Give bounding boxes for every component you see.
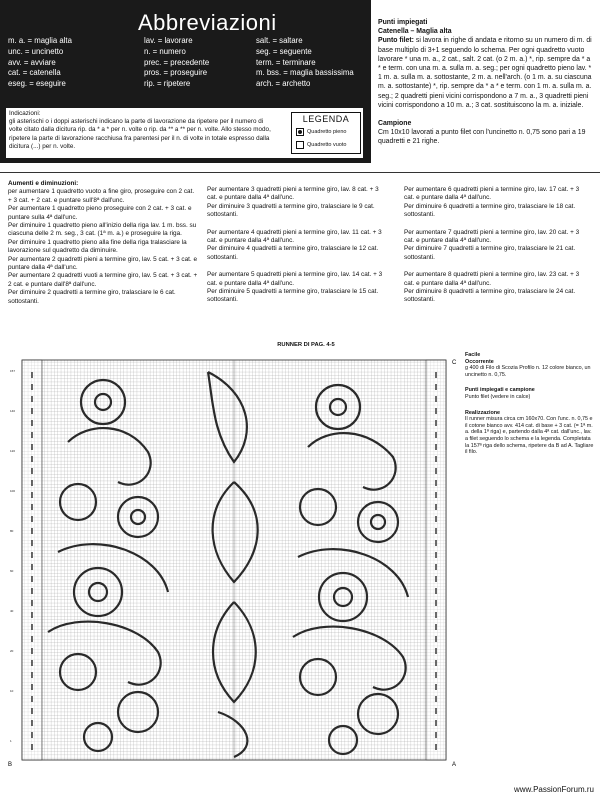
- svg-text:140: 140: [10, 409, 16, 413]
- stitches-title: Punti impiegati: [378, 19, 428, 26]
- increase-item: Per diminuire 1 quadretto pieno alla fine della riga tralasciare la lavorazione sul quadretto da diminuire.: [8, 238, 187, 255]
- fillet-label: Punto filet:: [378, 37, 414, 45]
- svg-text:80: 80: [10, 529, 14, 533]
- legend: [291, 112, 361, 154]
- filet-chart-svg: [8, 352, 460, 770]
- fillet-text: si lavora in righe di andata e ritorno su un numero di m. di base multiplo di 3+1 seguendo lo schema. Per ogni quadretto vuoto lavorare * una m. a., 2 cat., salt. 2 cat. (o 2 m. a.) *, rip. sempre da * a * e term. con una m. a. sulla m. a. seg.; per ogni quadretto pieno lav. * 1 m. a. sulla m. a. sottostante, 2 m. a. nell'arch. (o 1 m. a. su ciascuna m. a. sottostante) *, rip. sempre da * a * e term. con 1 m. a. sulla m. a. seg.; 2 quadretti pieni vicini corrispondono a 7 m. a., 3 quadretti pieni vicini corrispondono a 10 m. a.; 3 cat. sostituiscono la m. a. iniziale.: [378, 37, 592, 109]
- needed-text: g 400 di Filo di Scozia Profilo n. 12 colore bianco, un uncinetto n. 0,75.: [465, 365, 591, 378]
- indications: [9, 110, 277, 151]
- abbreviations-col-1: [8, 36, 72, 90]
- abbr-item: unc. = uncinetto: [8, 46, 64, 56]
- svg-text:40: 40: [10, 609, 14, 613]
- label-c: C: [452, 360, 457, 366]
- info-stitches-text: Punto filet (vedere in calce): [465, 393, 531, 400]
- increases-col-3: [404, 186, 590, 305]
- filled-square-icon: [296, 128, 304, 136]
- increase-item: Per diminuire 7 quadretti a termine giro, tralasciare le 21 cat. sottostanti.: [404, 245, 576, 261]
- increases-col-1: [8, 180, 198, 306]
- abbreviations-col-2: [144, 36, 209, 90]
- sample-title: Campione: [378, 120, 412, 128]
- increase-item: Per aumentare 2 quadretti vuoti a termine giro, lav. 5 cat. + 3 cat. + 2 cat. e puntare dall'8ª dall'unc.: [8, 272, 198, 288]
- abbreviations-panel: [0, 0, 371, 163]
- abbr-item: m. a. = maglia alta: [8, 36, 72, 45]
- abbr-item: arch. = archetto: [256, 79, 311, 89]
- legend-full-label: Quadretto pieno: [307, 129, 347, 135]
- label-b: B: [8, 762, 13, 768]
- increase-item: Per diminuire 3 quadretti a termine giro, tralasciare le 9 cat. sottostanti.: [207, 202, 375, 219]
- increase-item: per aumentare 1 quadretto vuoto a fine giro, proseguire con 2 cat. + 3 cat. + 2 cat. e puntare sull'8ª dall'unc.: [8, 188, 195, 204]
- increase-item: Per diminuire 5 quadretti a termine giro, tralasciare le 15 cat. sottostanti.: [207, 288, 379, 304]
- abbr-item: salt. = saltare: [256, 36, 303, 45]
- abbr-item: m. bss. = maglia bassissima: [256, 68, 354, 78]
- stitches-subtitle: Catenella – Maglia alta: [378, 28, 452, 36]
- empty-square-icon: [296, 141, 304, 149]
- increases-title: Aumenti e diminuzioni:: [8, 180, 79, 187]
- making-text: Il runner misura circa cm 160x70. Con l'unc. n. 0,75 e il cotone bianco avv. 414 cat. di base + 3 cat. (= 1ª m. a. della 1ª riga) e, partendo dalla 4ª cat. dall'unc., lav. a filet seguendo lo schema e la legenda. Completata la 157ª riga dello schema, ripetere da B ad A. Tagliare il filo.: [465, 416, 594, 456]
- watermark: www.PassionForum.ru: [513, 785, 594, 794]
- indications-title: Indicazioni:: [9, 110, 41, 117]
- svg-text:60: 60: [10, 569, 14, 573]
- legend-empty-label: Quadretto vuoto: [307, 142, 347, 148]
- indications-text: gli asterischi o i doppi asterischi indicano la parte di lavorazione da ripetere per il numero di volte citato dalla dicitura rip. da * a * per n. volte o rip. da ** a ** per n. volte. Allo stesso modo, ripetere la parte di lavorazione racchiusa fra parentesi per il n. di volte in totale espresso dalla dicitura (...) per n. volte.: [9, 118, 271, 150]
- svg-text:120: 120: [10, 449, 16, 453]
- increases-col-2: [207, 186, 383, 305]
- svg-text:100: 100: [10, 489, 16, 493]
- abbr-item: term. = terminare: [256, 57, 316, 67]
- increase-item: Per aumentare 2 quadretti pieni a termine giro, lav. 5 cat. + 3 cat. e puntare dalla 4ª dall'unc.: [8, 255, 198, 272]
- increase-item: Per diminuire 8 quadretti a termine giro, tralasciare le 24 cat. sottostanti.: [404, 288, 576, 304]
- increase-item: Per aumentare 8 quadretti pieni a termine giro, lav. 23 cat. + 3 cat. e puntare dalla 4ª dall'unc.: [404, 271, 580, 287]
- abbr-item: lav. = lavorare: [144, 36, 193, 45]
- filet-chart: [8, 352, 460, 770]
- level-title: Facile: [465, 352, 481, 358]
- abbr-item: cat. = catenella: [8, 68, 61, 78]
- increase-item: Per aumentare 6 quadretti pieni a termine giro, lav. 17 cat. + 3 cat. e puntare dalla 4ª dall'unc.: [404, 186, 580, 202]
- row-number-ticks: [10, 369, 15, 743]
- svg-text:157: 157: [10, 369, 16, 373]
- svg-text:10: 10: [10, 689, 14, 693]
- needed-title: Occorrente: [465, 358, 494, 365]
- increase-item: Per diminuire 6 quadretti a termine giro, tralasciare le 18 cat. sottostanti.: [404, 202, 576, 219]
- abbr-item: avv. = avviare: [8, 57, 56, 67]
- abbr-item: eseg. = eseguire: [8, 79, 66, 89]
- runner-info: [465, 352, 595, 456]
- abbr-item: seg. = seguente: [256, 46, 312, 56]
- svg-text:1: 1: [10, 739, 12, 743]
- increase-item: Per diminuire 1 quadretto pieno all'inizio della riga lav. 1 m. bss. su ciascuna delle 2 m. seg., 3 cat. (1ª m. a.) e proseguire la riga.: [8, 222, 197, 238]
- increase-item: Per aumentare 5 quadretti pieni a termine giro, lav. 14 cat. + 3 cat. e puntare dalla 4ª dall'unc.: [207, 271, 383, 287]
- stitches-section: [378, 18, 594, 147]
- increase-item: Per aumentare 7 quadretti pieni a termine giro, lav. 20 cat. + 3 cat. e puntare dalla 4ª dall'unc.: [404, 228, 580, 245]
- sample-text: Cm 10x10 lavorati a punto filet con l'uncinetto n. 0,75 sono pari a 19 quadretti e 21 righe.: [378, 129, 586, 146]
- abbr-item: n. = numero: [144, 46, 186, 56]
- abbr-item: rip. = ripetere: [144, 79, 191, 89]
- increase-item: Per diminuire 4 quadretti a termine giro, tralasciare le 12 cat. sottostanti.: [207, 245, 379, 261]
- abbreviations-col-3: [256, 36, 354, 90]
- section-divider: [0, 172, 600, 173]
- label-a: A: [452, 762, 457, 768]
- abbr-item: pros. = proseguire: [144, 68, 208, 78]
- increase-item: Per aumentare 1 quadretto pieno proseguire con 2 cat. + 3 cat. e puntare sulla 4ª dall'unc.: [8, 205, 192, 221]
- increase-item: Per aumentare 4 quadretti pieni a termine giro, lav. 11 cat. + 3 cat. e puntare dalla 4ª dall'unc.: [207, 228, 382, 245]
- abbr-item: prec. = precedente: [144, 57, 210, 67]
- increase-item: Per aumentare 3 quadretti pieni a termine giro, lav. 8 cat. + 3 cat. e puntare dalla 4ª dall'unc.: [207, 186, 379, 202]
- making-title: Realizzazione: [465, 409, 501, 416]
- increase-item: Per diminuire 2 quadretti a termine giro, tralasciare le 6 cat. sottostanti.: [8, 289, 176, 305]
- svg-text:20: 20: [10, 649, 14, 653]
- fillet-paragraph: [378, 36, 594, 110]
- legend-empty-row: [296, 141, 346, 149]
- indications-box: [6, 108, 363, 158]
- legend-title: LEGENDA: [302, 114, 350, 124]
- abbreviations-title: Abbreviazioni: [138, 10, 277, 35]
- info-stitches-title: Punti impiegati e campione: [465, 387, 535, 394]
- runner-title: RUNNER DI PAG. 4-5: [277, 342, 335, 348]
- legend-full-row: [296, 128, 346, 136]
